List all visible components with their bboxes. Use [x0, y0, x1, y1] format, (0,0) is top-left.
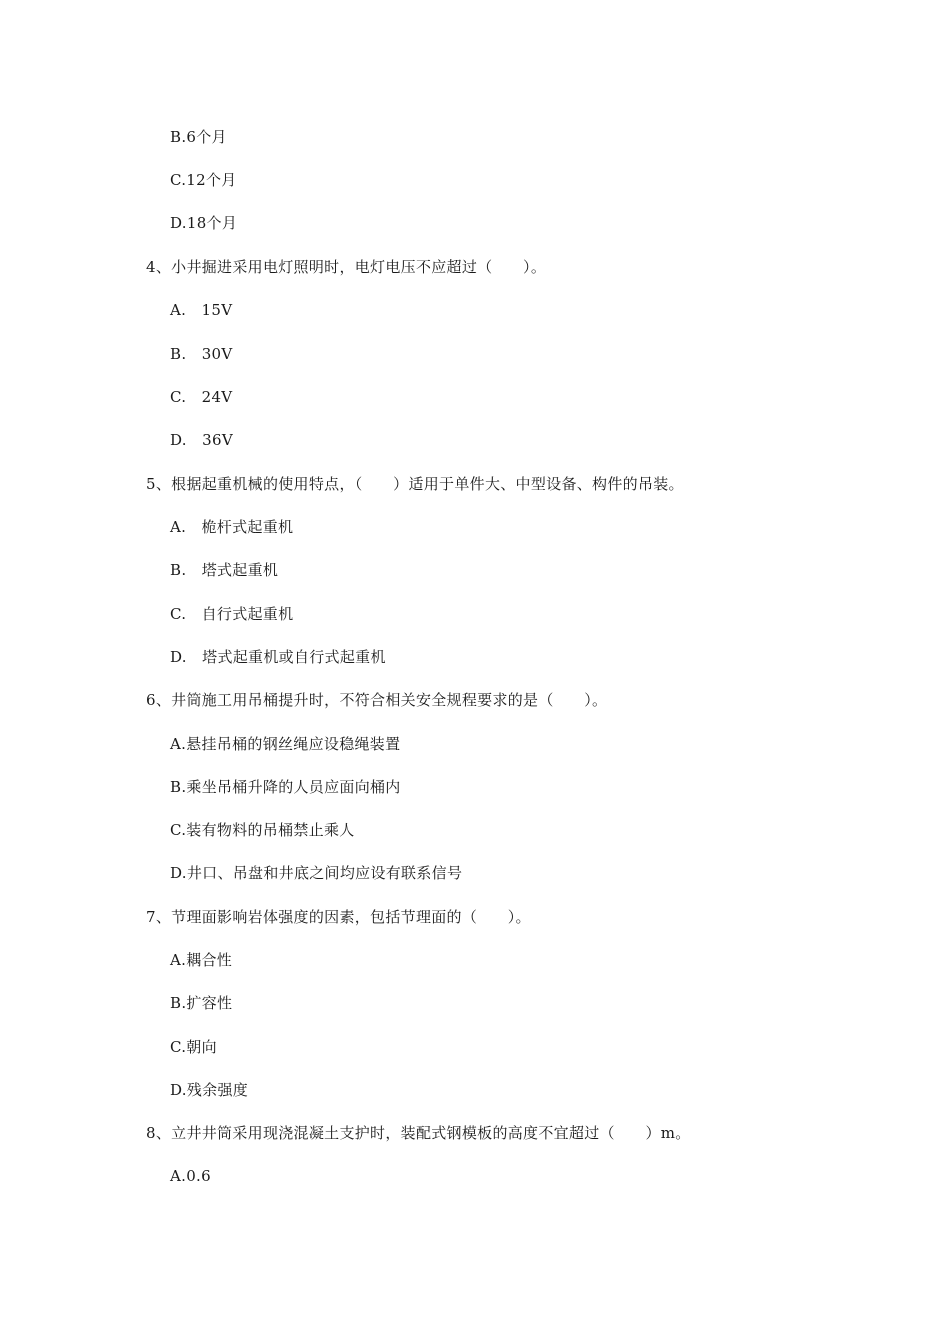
option-3c: C.12个月 [170, 171, 237, 189]
question-4: 4、小井掘进采用电灯照明时，电灯电压不应超过（ ）。 [146, 258, 547, 276]
option-4b: B. 30V [170, 345, 233, 363]
option-6c: C.装有物料的吊桶禁止乘人 [170, 821, 355, 839]
option-5c: C. 自行式起重机 [170, 605, 294, 623]
option-6d: D.井口、吊盘和井底之间均应设有联系信号 [170, 864, 463, 882]
question-5: 5、根据起重机械的使用特点，（ ）适用于单件大、中型设备、构件的吊装。 [146, 475, 684, 493]
option-7c: C.朝向 [170, 1038, 217, 1056]
option-3b: B.6个月 [170, 128, 227, 146]
option-4c: C. 24V [170, 388, 233, 406]
option-4a: A. 15V [170, 301, 233, 319]
question-8: 8、立井井筒采用现浇混凝土支护时，装配式钢模板的高度不宜超过（ ）m。 [146, 1124, 691, 1142]
option-6b: B.乘坐吊桶升降的人员应面向桶内 [170, 778, 401, 796]
option-5a: A. 桅杆式起重机 [170, 518, 294, 536]
option-4d: D. 36V [170, 431, 233, 449]
question-6: 6、井筒施工用吊桶提升时，不符合相关安全规程要求的是（ ）。 [146, 691, 608, 709]
option-7b: B.扩容性 [170, 994, 233, 1012]
option-7d: D.残余强度 [170, 1081, 249, 1099]
option-5d: D. 塔式起重机或自行式起重机 [170, 648, 386, 666]
question-7: 7、节理面影响岩体强度的因素，包括节理面的（ ）。 [146, 908, 531, 926]
option-5b: B. 塔式起重机 [170, 561, 279, 579]
option-8a: A.0.6 [170, 1167, 211, 1185]
option-7a: A.耦合性 [170, 951, 233, 969]
option-3d: D.18个月 [170, 214, 238, 232]
option-6a: A.悬挂吊桶的钢丝绳应设稳绳装置 [170, 735, 401, 753]
